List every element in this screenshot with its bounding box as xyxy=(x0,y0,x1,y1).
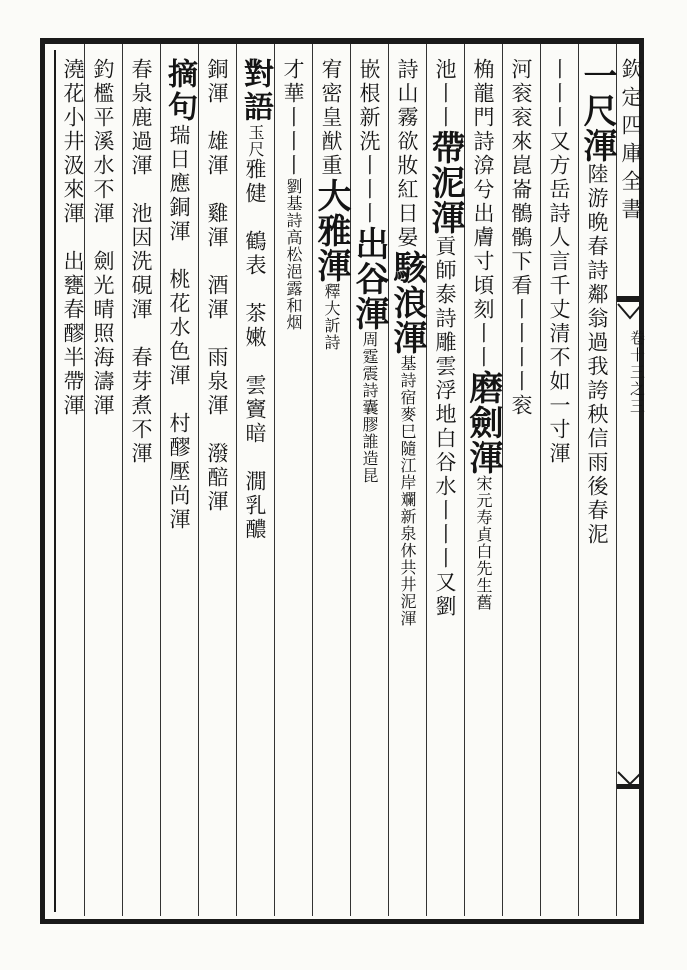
column-text: 劉基詩高松浥露和烟 xyxy=(284,178,303,331)
column-text: 周霆震詩囊膠誰造昆 xyxy=(360,331,379,484)
text-column xyxy=(387,58,427,627)
fishtail-lower-ornament-icon xyxy=(616,770,644,790)
section-heading: 對語 xyxy=(238,58,273,124)
column-text: 玉尺 xyxy=(246,124,265,158)
text-column xyxy=(202,58,232,514)
inner-left-rule xyxy=(54,50,56,912)
column-rule xyxy=(122,44,123,916)
column-text: 釣檻平溪水不渾 劍光晴照海濤渾 xyxy=(91,58,115,418)
column-text: 嵌根新洗丨丨丨 xyxy=(357,58,381,226)
text-column xyxy=(278,58,308,331)
column-text: 釋大訢詩 xyxy=(322,283,341,351)
text-column xyxy=(88,58,118,418)
column-rule xyxy=(236,44,237,916)
column-text: 貢師泰詩雕雲浮地白谷水丨丨丨又劉 xyxy=(433,235,457,619)
column-text: 宥密皇猷重 xyxy=(319,58,343,178)
text-column xyxy=(311,58,351,351)
column-text: 池丨丨 xyxy=(433,58,457,130)
column-text: 才華丨丨丨 xyxy=(281,58,305,178)
column-text: 雅健 鶴表 茶嫩 雲竇暗 㵎乳醲 xyxy=(243,158,267,542)
column-text: 詩山霧欲妝紅日晏 xyxy=(395,58,419,250)
column-text: 丨丨丨又方岳詩人言千丈清不如一寸渾 xyxy=(547,58,571,466)
volume-label: 卷十三之三 xyxy=(628,330,646,415)
text-column xyxy=(238,58,273,542)
column-text: 銅渾 雄渾 雞渾 酒渾 雨泉渾 潑醅渾 xyxy=(205,58,229,514)
column-rule xyxy=(388,44,389,916)
column-text: 基詩宿麥巳隨江岸斕新泉休共井泥渾 xyxy=(398,355,417,627)
column-text: 宋元寿貞白先生舊 xyxy=(474,475,493,611)
text-column xyxy=(58,58,88,418)
section-heading: 摘句 xyxy=(162,58,197,124)
entry-heading: 駭浪渾 xyxy=(387,250,427,355)
text-column xyxy=(544,58,574,466)
text-column xyxy=(577,58,617,547)
column-text: 瑞日應銅渾 桃花水色渾 村醪壓尚渾 xyxy=(167,124,191,532)
text-column xyxy=(126,58,156,466)
column-text: 桷龍門詩渰兮出膚寸頃刻丨丨 xyxy=(471,58,495,370)
column-rule xyxy=(540,44,541,916)
entry-heading: 磨劍渾 xyxy=(463,370,503,475)
entry-heading: 一尺渾 xyxy=(577,58,617,163)
column-text: 澆花小井汲來渾 出甕春醪半帶渾 xyxy=(61,58,85,418)
column-rule xyxy=(198,44,199,916)
column-rule xyxy=(502,44,503,916)
column-text: 河衮衮來崑崙鶻鶻下看丨丨丨丨衮 xyxy=(509,58,533,418)
column-rule xyxy=(578,44,579,916)
column-rule xyxy=(312,44,313,916)
fishtail-ornament-icon xyxy=(616,296,644,322)
text-column xyxy=(506,58,536,418)
column-text: 陸游晩春詩鄰翁過我誇秧信雨後春泥 xyxy=(585,163,609,547)
column-rule xyxy=(274,44,275,916)
column-rule xyxy=(160,44,161,916)
column-text: 春泉鹿過渾 池因洗硯渾 春芽煮不渾 xyxy=(129,58,153,466)
column-rule xyxy=(616,44,617,916)
entry-heading: 帶泥渾 xyxy=(425,130,465,235)
text-column xyxy=(463,58,503,611)
column-rule xyxy=(350,44,351,916)
book-title: 欽定四庫全書 xyxy=(619,58,643,226)
text-column xyxy=(349,58,389,484)
text-column xyxy=(425,58,465,619)
entry-heading: 大雅渾 xyxy=(311,178,351,283)
entry-heading: 出谷渾 xyxy=(349,226,389,331)
text-column xyxy=(162,58,197,532)
